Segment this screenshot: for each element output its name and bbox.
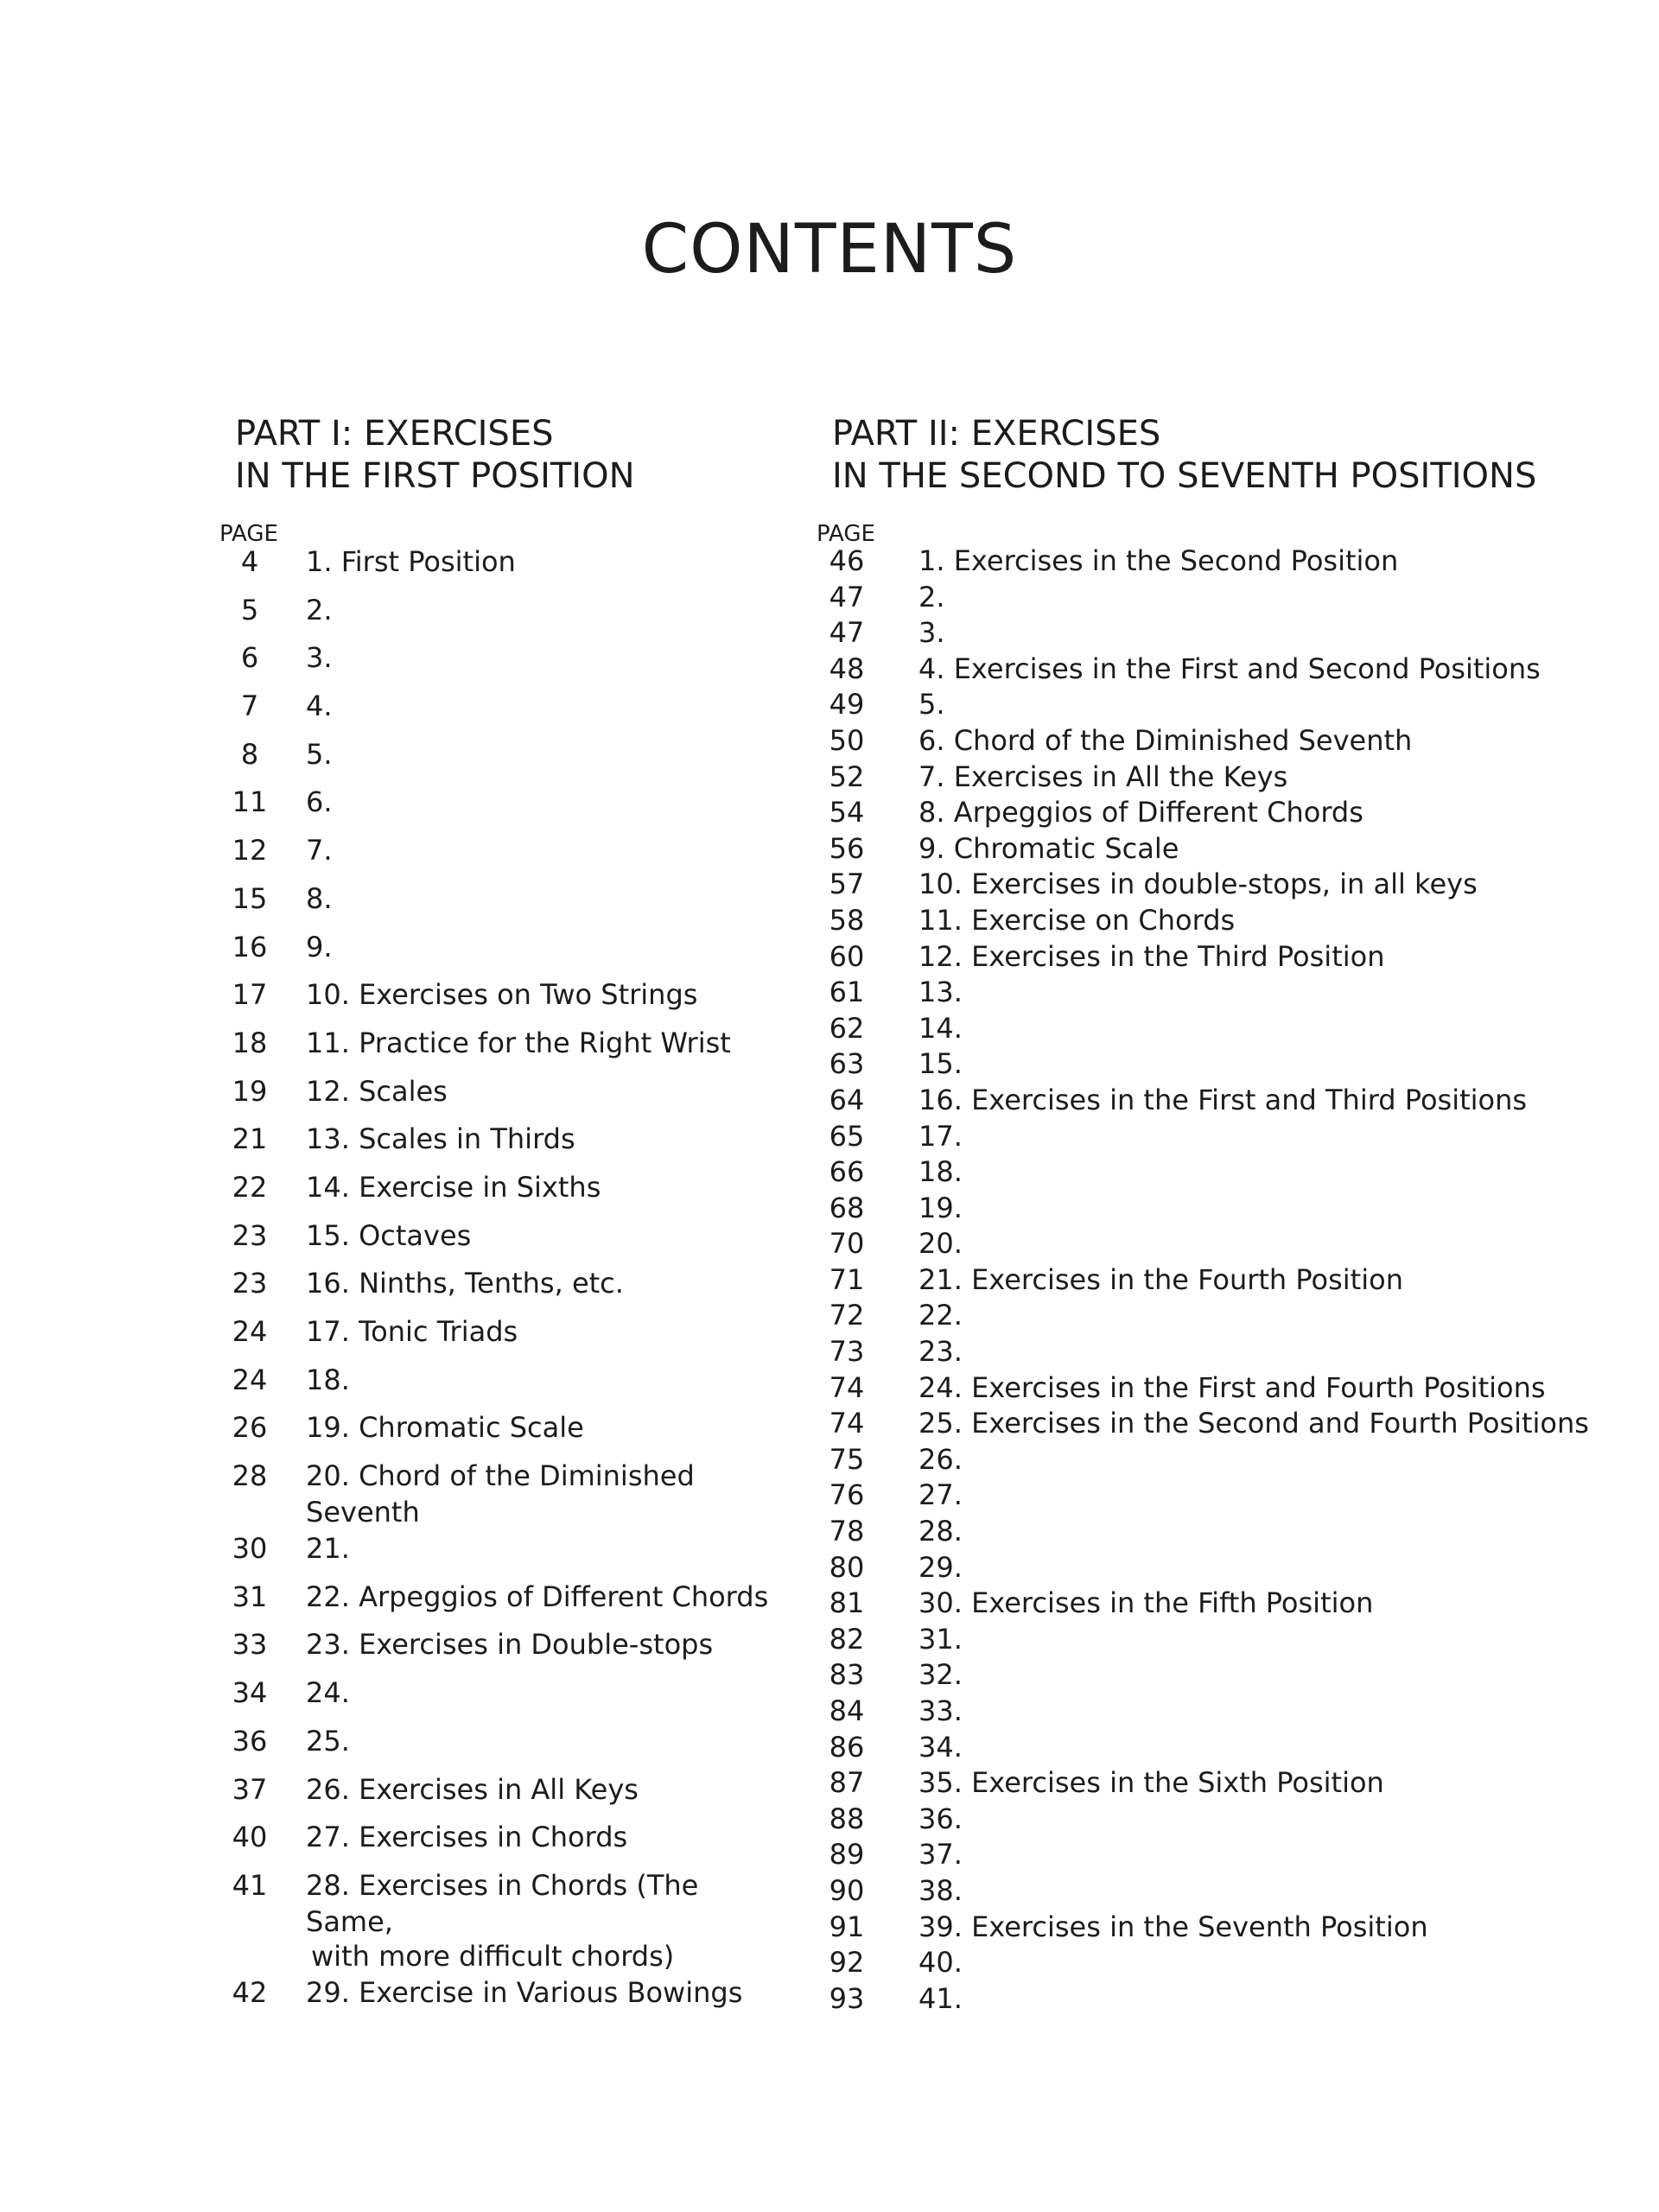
toc-entry-title [918,1622,1594,1658]
toc-entry-title [306,1579,772,1615]
toc-entry-title [306,736,772,772]
toc-entry-title [306,1217,772,1254]
toc-page-number: 93 [829,1981,865,2015]
toc-entry [817,1550,1594,1586]
toc-entry-text: 40. [918,1946,963,1980]
toc-entry-text: 34. [918,1730,963,1764]
part-2-heading-line-2: IN THE SECOND TO SEVENTH POSITIONS [832,456,1537,496]
toc-entry [219,1025,772,1073]
toc-entry [219,1409,772,1458]
toc-entry-title [918,1046,1594,1083]
toc-entry-text: 6. Chord of the Diminished Seventh [918,723,1413,757]
toc-entry [817,1873,1594,1910]
toc-entry [219,1771,772,1820]
toc-entry-title [306,1169,772,1205]
toc-entry-title [918,1802,1594,1838]
toc-page-number: 78 [829,1515,865,1548]
toc-page-number: 8 [240,737,259,771]
toc-entry [219,736,772,785]
toc-entry-title [306,1313,772,1350]
toc-entry [219,832,772,880]
part-1-heading-line-1: PART I: EXERCISES [235,414,554,454]
toc-page-number: 52 [829,760,865,793]
toc-page-number: 72 [829,1299,865,1332]
toc-page-number: 86 [829,1730,865,1764]
toc-page-number: 19 [232,1074,268,1108]
toc-entry [817,1478,1594,1514]
toc-entry-text: 15. [918,1047,963,1081]
toc-page-number: 34 [232,1676,268,1710]
toc-entry-title [306,1819,772,1855]
toc-entry-text: 26. Exercises in All Keys [306,1772,639,1806]
toc-entry-text: 7. Exercises in All the Keys [918,760,1288,793]
toc-entry [817,939,1594,976]
toc-entry [817,867,1594,903]
toc-entry-title [306,1974,772,2011]
toc-entry [817,975,1594,1011]
toc-entry-text: 7. [306,834,333,868]
toc-entry-text: 1. First Position [306,545,516,578]
toc-entry-title [918,1478,1594,1514]
toc-entry [219,639,772,688]
toc-page-number: 17 [232,978,268,1012]
toc-entry [219,688,772,736]
toc-entry [219,1121,772,1169]
toc-entry [219,1217,772,1266]
toc-entry [817,1119,1594,1155]
toc-entry-title [306,1867,772,1974]
toc-entry-title [918,1334,1594,1370]
toc-entry-title [918,1586,1594,1622]
toc-entry-title [306,784,772,820]
toc-entry-text: 41. [918,1981,963,2015]
toc-entry [219,1458,772,1530]
toc-entry-title [918,1945,1594,1981]
toc-page-number: 4 [240,545,259,578]
toc-page-number: 57 [829,868,865,901]
toc-entry [219,1313,772,1362]
toc-page-number: 83 [829,1658,865,1692]
toc-entry-text: 10. Exercises in double-stops, in all keys [918,868,1478,901]
toc-entry-title [918,723,1594,760]
toc-entry-title [918,903,1594,939]
toc-entry-title [306,1530,772,1567]
toc-page-number: 56 [829,831,865,865]
toc-page-number: 90 [829,1873,865,1907]
toc-page-number: 23 [232,1267,268,1300]
toc-entry-text: 23. Exercises in Double-stops [306,1628,714,1662]
part-1-page-label: PAGE [219,521,278,547]
toc-page-number: 47 [829,580,865,613]
toc-entry-text: 25. Exercises in the Second and Fourth Positions [918,1407,1589,1440]
toc-page-number: 80 [829,1550,865,1584]
toc-entry-title [306,543,772,580]
toc-page-number: 41 [232,1868,268,1902]
part-2-entry-list [817,543,1594,2017]
toc-page-number: 73 [829,1335,865,1369]
toc-entry [219,1723,772,1771]
toc-entry-text: 13. [918,976,963,1009]
toc-page-number: 66 [829,1155,865,1189]
toc-entry-title [918,1910,1594,1946]
toc-entry-title [918,1694,1594,1730]
toc-entry-text: 27. Exercises in Chords [306,1821,628,1854]
toc-entry-title [918,1191,1594,1227]
toc-entry-title [918,1226,1594,1262]
toc-entry-text: 14. [918,1011,963,1045]
toc-entry-text: 1. Exercises in the Second Position [918,544,1399,577]
toc-entry-title [918,1837,1594,1873]
toc-entry [219,1265,772,1313]
toc-page-number: 81 [829,1586,865,1620]
toc-page-number: 84 [829,1694,865,1727]
toc-entry-title [918,867,1594,903]
toc-entry [817,1298,1594,1334]
toc-page-number: 49 [829,688,865,721]
toc-entry [219,1867,772,1974]
toc-entry [817,615,1594,652]
toc-page-number: 88 [829,1802,865,1835]
toc-page-number: 75 [829,1442,865,1476]
toc-entry-title [306,1675,772,1711]
toc-page-number: 16 [232,930,268,963]
toc-entry-title [918,939,1594,976]
toc-page-number: 5 [240,593,259,626]
toc-entry [219,1675,772,1723]
toc-entry-title [918,795,1594,831]
toc-entry-title [918,543,1594,580]
toc-entry-text: 26. [918,1442,963,1476]
toc-page-number: 61 [829,976,865,1009]
toc-entry-text: 20. [918,1227,963,1261]
toc-entry [817,1154,1594,1191]
toc-entry [817,1802,1594,1838]
toc-page-number: 24 [232,1363,268,1396]
toc-entry-text: 31. [918,1622,963,1656]
toc-entry-title [306,1073,772,1109]
toc-entry [219,929,772,977]
toc-entry-title [306,1458,772,1530]
toc-entry-text: 28. [918,1515,963,1548]
toc-entry-title [918,1262,1594,1299]
toc-entry-text: 10. Exercises on Two Strings [306,978,698,1012]
toc-entry-text: 14. Exercise in Sixths [306,1170,601,1204]
toc-entry [817,1837,1594,1873]
toc-entry-title [306,1626,772,1662]
toc-entry-text: 28. Exercises in Chords (The Same, [306,1868,699,1938]
toc-entry-text: 24. [306,1676,350,1710]
toc-entry-text: 12. Scales [306,1074,448,1108]
part-2-column [817,413,1594,2017]
toc-entry-text: 11. Practice for the Right Wrist [306,1026,731,1059]
toc-entry [817,1622,1594,1658]
toc-entry-text: 12. Exercises in the Third Position [918,939,1385,973]
toc-entry-title [918,1981,1594,2018]
toc-entry-text: 37. [918,1838,963,1872]
toc-entry [817,1765,1594,1802]
toc-entry-text: 25. [306,1724,350,1758]
toc-entry [817,1442,1594,1478]
toc-page-number: 87 [829,1766,865,1800]
toc-entry-text: 6. [306,785,333,819]
toc-entry [219,1073,772,1122]
toc-entry [219,1819,772,1867]
toc-entry-text: 13. Scales in Thirds [306,1122,575,1156]
toc-entry-text: 5. [918,688,945,721]
toc-page-number: 15 [232,881,268,915]
toc-entry-title [306,1265,772,1301]
toc-entry-title [918,975,1594,1011]
toc-entry-text: 4. Exercises in the First and Second Positions [918,652,1541,685]
toc-entry-text: 15. Octaves [306,1218,472,1252]
toc-page-number: 40 [232,1821,268,1854]
toc-entry-text: 4. [306,690,333,723]
toc-entry-text: 23. [918,1335,963,1369]
toc-entry-text: 19. [918,1191,963,1224]
toc-entry-text: 39. Exercises in the Seventh Position [918,1910,1428,1943]
toc-entry [219,543,772,592]
toc-page-number: 42 [232,1975,268,2009]
toc-page-number: 68 [829,1191,865,1224]
toc-entry [219,1626,772,1675]
toc-entry-text: 30. Exercises in the Fifth Position [918,1586,1374,1620]
toc-entry-text: 16. Ninths, Tenths, etc. [306,1267,624,1300]
toc-entry-text: 29. Exercise in Various Bowings [306,1975,743,2009]
toc-entry-title [306,1723,772,1759]
toc-entry-title [918,760,1594,796]
toc-entry [219,880,772,929]
toc-entry-text: 20. Chord of the Diminished Seventh [306,1459,695,1529]
toc-entry [817,1011,1594,1047]
toc-entry [219,1169,772,1217]
toc-entry-title [306,1362,772,1398]
toc-page-number: 82 [829,1622,865,1656]
toc-page-number: 11 [232,785,268,819]
toc-entry [817,1981,1594,2018]
toc-entry-title [306,639,772,676]
toc-entry [219,1974,772,2023]
toc-entry [817,1334,1594,1370]
toc-entry [817,652,1594,688]
toc-entry-title [918,652,1594,688]
toc-entry [817,1730,1594,1766]
toc-entry-title [918,1550,1594,1586]
toc-entry-title [918,1873,1594,1910]
toc-page-number: 48 [829,652,865,685]
toc-entry-text: 11. Exercise on Chords [918,903,1236,937]
toc-page-number: 26 [232,1411,268,1445]
toc-page-number: 46 [829,544,865,577]
toc-entry [817,903,1594,939]
toc-entry [817,795,1594,831]
toc-page-number: 12 [232,834,268,868]
toc-page-number: 47 [829,616,865,650]
toc-entry-text: 8. [306,881,333,915]
toc-page-number: 76 [829,1478,865,1512]
toc-entry-text: 8. Arpeggios of Different Chords [918,796,1363,830]
toc-entry-title [918,1442,1594,1478]
toc-entry [817,1657,1594,1694]
toc-page-number: 7 [240,690,259,723]
toc-entry-title [306,1409,772,1446]
toc-entry-title [918,1514,1594,1550]
toc-page-number: 74 [829,1407,865,1440]
toc-entry-text: 36. [918,1802,963,1835]
toc-page-number: 33 [232,1628,268,1662]
toc-entry-title [306,688,772,724]
part-1-column [219,413,772,2023]
toc-page-number: 31 [232,1580,268,1613]
toc-entry [817,1910,1594,1946]
toc-entry [817,1694,1594,1730]
part-2-heading [832,413,1594,498]
toc-entry-title [918,580,1594,616]
toc-entry-text: 17. [918,1119,963,1153]
toc-page-number: 92 [829,1946,865,1980]
toc-entry [219,784,772,832]
toc-entry [817,760,1594,796]
toc-entry-title [918,1119,1594,1155]
toc-entry-text: 2. [306,593,333,626]
toc-entry-text: 33. [918,1694,963,1727]
toc-entry [817,543,1594,580]
toc-entry-text: 27. [918,1478,963,1512]
toc-page-number: 28 [232,1459,268,1493]
toc-entry-title [918,1298,1594,1334]
toc-page-number: 71 [829,1262,865,1296]
toc-page-number: 36 [232,1724,268,1758]
part-1-entry-list [219,543,772,2023]
toc-entry-text: 17. Tonic Triads [306,1315,518,1348]
toc-entry [219,1530,772,1579]
toc-entry-text: 18. [306,1363,350,1396]
toc-page-number: 24 [232,1315,268,1348]
toc-entry-text: 9. [306,930,333,963]
toc-entry [219,976,772,1025]
toc-entry-title [918,1011,1594,1047]
toc-page-number: 64 [829,1083,865,1116]
toc-page-number: 22 [232,1170,268,1204]
part-2-heading-line-1: PART II: EXERCISES [832,414,1161,454]
toc-entry [817,723,1594,760]
toc-entry-title [306,880,772,917]
toc-entry-text: 24. Exercises in the First and Fourth Positions [918,1370,1546,1404]
toc-entry-title [306,832,772,868]
toc-entry-title [918,1730,1594,1766]
toc-entry [817,580,1594,616]
toc-entry-text: 18. [918,1155,963,1189]
toc-entry-text: 22. [918,1299,963,1332]
toc-entry-text: 29. [918,1550,963,1584]
toc-entry-title [918,615,1594,652]
toc-entry-continuation: with more difficult chords) [311,1939,675,1973]
toc-page-number: 30 [232,1532,268,1566]
toc-entry-text: 16. Exercises in the First and Third Positions [918,1083,1528,1116]
toc-entry-title [306,929,772,965]
toc-entry-text: 2. [918,580,945,613]
toc-entry-title [918,1406,1594,1442]
toc-entry-text: 5. [306,737,333,771]
toc-entry-text: 35. Exercises in the Sixth Position [918,1766,1384,1800]
toc-entry [219,592,772,640]
toc-page-number: 58 [829,903,865,937]
toc-page-number: 74 [829,1370,865,1404]
toc-entry [817,1370,1594,1407]
toc-page-number: 23 [232,1218,268,1252]
toc-page-number: 37 [232,1772,268,1806]
toc-entry-title [918,1370,1594,1407]
toc-entry [817,1226,1594,1262]
toc-entry [817,1046,1594,1083]
toc-page-number: 62 [829,1011,865,1045]
toc-entry-title [918,1083,1594,1119]
toc-page-number: 65 [829,1119,865,1153]
toc-entry-text: 22. Arpeggios of Different Chords [306,1580,769,1613]
toc-page-number: 50 [829,723,865,757]
toc-entry-title [306,592,772,628]
toc-entry-title [306,1771,772,1808]
toc-entry [219,1579,772,1627]
toc-entry-text: 3. [306,641,333,675]
toc-entry-title [918,1657,1594,1694]
toc-page-number: 18 [232,1026,268,1059]
toc-page-number: 6 [240,641,259,675]
toc-entry [817,1586,1594,1622]
toc-entry [817,1083,1594,1119]
toc-entry [817,1945,1594,1981]
page-title: CONTENTS [641,211,1018,289]
toc-entry-text: 21. [306,1532,350,1566]
toc-page-number: 89 [829,1838,865,1872]
part-1-heading-line-2: IN THE FIRST POSITION [235,456,635,496]
toc-page-number: 70 [829,1227,865,1261]
toc-entry-title [918,831,1594,868]
toc-entry [817,1514,1594,1550]
toc-entry-title [306,1025,772,1061]
toc-entry-text: 32. [918,1658,963,1692]
toc-entry [817,1406,1594,1442]
toc-entry [219,1362,772,1410]
toc-entry-title [918,1765,1594,1802]
toc-entry-text: 9. Chromatic Scale [918,831,1179,865]
toc-entry-text: 3. [918,616,945,650]
toc-entry [817,1191,1594,1227]
toc-entry-text: 38. [918,1873,963,1907]
toc-entry-title [306,1121,772,1157]
part-1-heading [235,413,772,498]
toc-page-number: 54 [829,796,865,830]
toc-page-number: 91 [829,1910,865,1943]
toc-entry [817,687,1594,723]
toc-entry-text: 21. Exercises in the Fourth Position [918,1262,1403,1296]
part-2-page-label: PAGE [817,521,875,547]
toc-entry-title [918,1154,1594,1191]
toc-page-number: 60 [829,939,865,973]
toc-page-number: 63 [829,1047,865,1081]
toc-entry-title [306,976,772,1013]
toc-entry-title [918,687,1594,723]
toc-entry-text: 19. Chromatic Scale [306,1411,584,1445]
toc-entry [817,1262,1594,1299]
toc-entry [817,831,1594,868]
toc-page-number: 21 [232,1122,268,1156]
